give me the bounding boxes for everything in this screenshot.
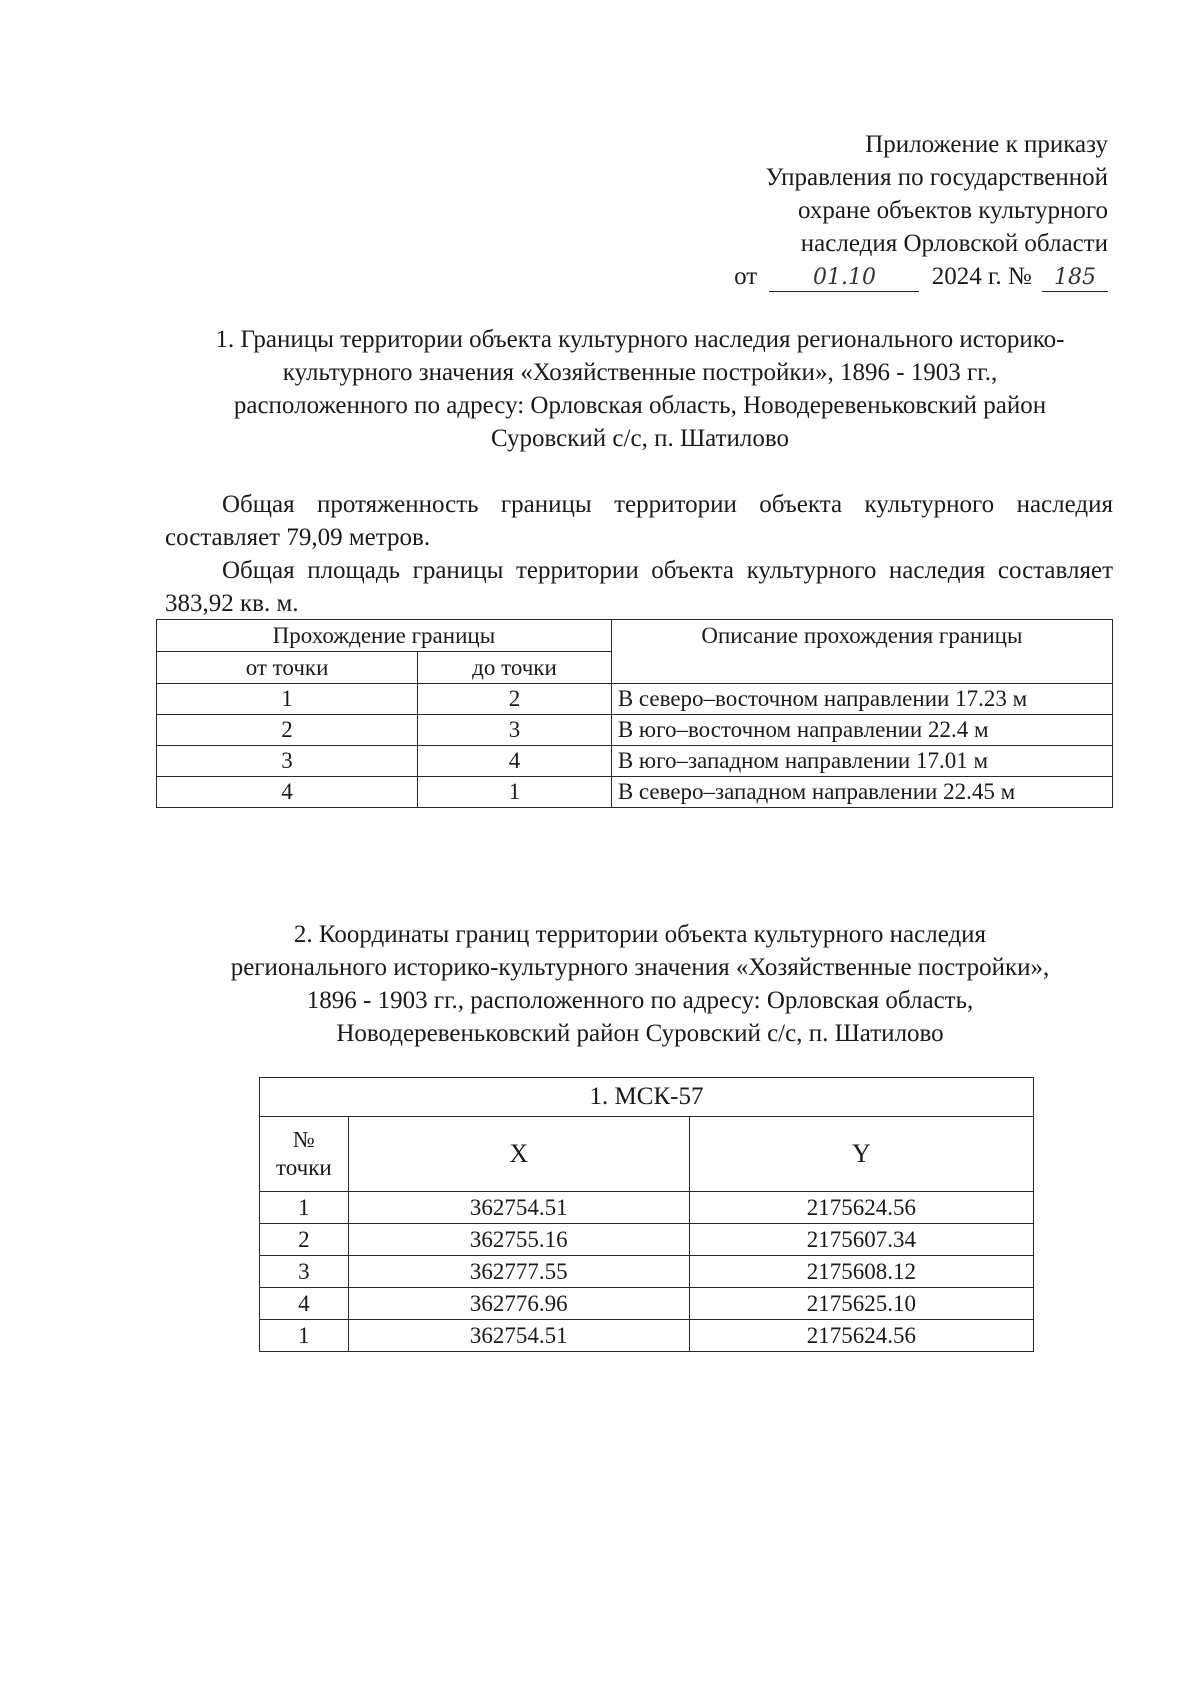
heading-line: регионального историко-культурного значения «Хозяйственные постройки», (230, 954, 1050, 981)
table-row (157, 746, 1113, 777)
heading-line: 1896 - 1903 гг., расположенного по адресу: Орловская область, (306, 987, 974, 1014)
heading-line: Новодеревеньковский район Суровский с/с, п. Шатилово (336, 1020, 944, 1047)
x-coordinate-cell: 362755.16 (348, 1224, 689, 1256)
y-coordinate-cell: 2175625.10 (689, 1288, 1033, 1320)
point-number-cell: 1 (260, 1192, 349, 1224)
section1-heading (160, 323, 1120, 455)
description-cell: В юго–восточном направлении 22.4 м (611, 715, 1112, 746)
appendix-block (734, 128, 1108, 293)
heading-line: Суровский с/с, п. Шатилово (490, 425, 790, 452)
table-row (260, 1192, 1034, 1224)
order-number-handwritten: 185 (1042, 265, 1108, 292)
from-point-cell: 2 (157, 715, 418, 746)
x-coordinate-cell: 362776.96 (348, 1288, 689, 1320)
heading-line: расположенного по адресу: Орловская область, Новодеревеньковский район (233, 392, 1047, 419)
length-text: Общая протяженность границы территории объекта культурного наследия составляет 79,09 метров. (165, 491, 1113, 551)
table-row (157, 777, 1113, 808)
y-coordinate-cell: 2175624.56 (689, 1192, 1033, 1224)
header-point-number (260, 1117, 349, 1192)
to-point-cell: 3 (418, 715, 612, 746)
header-from-point: от точки (157, 652, 418, 684)
header-x: X (348, 1117, 689, 1192)
appendix-line: Приложение к приказу (865, 131, 1108, 158)
header-number-sign: № (292, 1127, 315, 1152)
order-line (734, 260, 1108, 293)
table-row (260, 1320, 1034, 1352)
order-year: 2024 г. № (931, 263, 1032, 290)
x-coordinate-cell: 362754.51 (348, 1320, 689, 1352)
from-point-cell: 4 (157, 777, 418, 808)
appendix-line: охране объектов культурного (797, 197, 1108, 224)
point-number-cell: 3 (260, 1256, 349, 1288)
table-row (260, 1256, 1034, 1288)
table-row (157, 715, 1113, 746)
heading-line: 1. Границы территории объекта культурного наследия регионального историко- (215, 326, 1065, 353)
x-coordinate-cell: 362777.55 (348, 1256, 689, 1288)
y-coordinate-cell: 2175607.34 (689, 1224, 1033, 1256)
order-prefix: от (734, 263, 758, 290)
table-row (260, 1224, 1034, 1256)
table-row (260, 1288, 1034, 1320)
section2-heading (160, 918, 1120, 1050)
x-coordinate-cell: 362754.51 (348, 1192, 689, 1224)
point-number-cell: 1 (260, 1320, 349, 1352)
from-point-cell: 3 (157, 746, 418, 777)
length-paragraph (165, 488, 1113, 554)
to-point-cell: 4 (418, 746, 612, 777)
from-point-cell: 1 (157, 684, 418, 715)
area-text: Общая площадь границы территории объекта культурного наследия составляет 383,92 кв. м. (165, 557, 1113, 617)
description-cell: В северо–восточном направлении 17.23 м (611, 684, 1112, 715)
header-boundary-passage: Прохождение границы (157, 620, 612, 652)
point-number-cell: 4 (260, 1288, 349, 1320)
y-coordinate-cell: 2175624.56 (689, 1320, 1033, 1352)
heading-line: 2. Координаты границ территории объекта культурного наследия (293, 921, 987, 948)
y-coordinate-cell: 2175608.12 (689, 1256, 1033, 1288)
point-number-cell: 2 (260, 1224, 349, 1256)
header-boundary-description: Описание прохождения границы (611, 620, 1112, 684)
coordinates-table (259, 1077, 1034, 1352)
appendix-line: Управления по государственной (765, 164, 1108, 191)
to-point-cell: 2 (418, 684, 612, 715)
order-date-handwritten: 01.10 (769, 265, 919, 292)
description-cell: В юго–западном направлении 17.01 м (611, 746, 1112, 777)
to-point-cell: 1 (418, 777, 612, 808)
header-y: Y (689, 1117, 1033, 1192)
boundary-table (156, 619, 1113, 808)
header-points-word: точки (276, 1155, 332, 1180)
area-paragraph (165, 554, 1113, 620)
heading-line: культурного значения «Хозяйственные постройки», 1896 - 1903 гг., (282, 359, 998, 386)
header-to-point: до точки (418, 652, 612, 684)
description-cell: В северо–западном направлении 22.45 м (611, 777, 1112, 808)
coordinate-system-title: 1. МСК-57 (260, 1078, 1034, 1117)
appendix-line: наследия Орловской области (800, 230, 1108, 257)
table-row (157, 684, 1113, 715)
